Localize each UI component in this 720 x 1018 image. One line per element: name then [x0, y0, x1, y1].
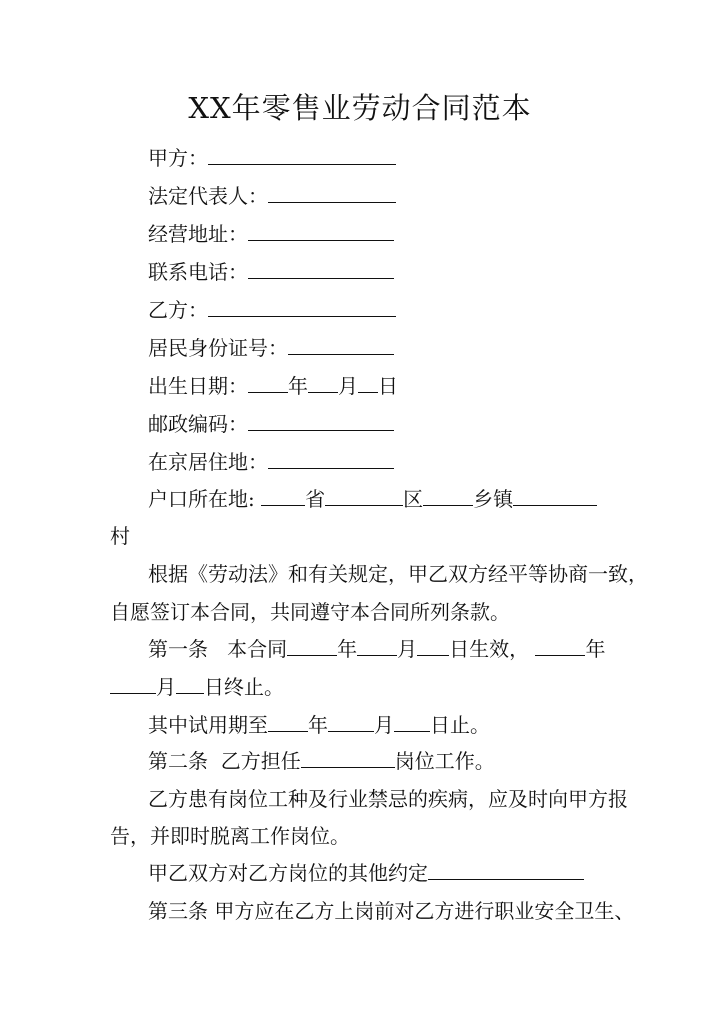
other-agreement-blank [428, 861, 584, 880]
para1-line2: 自愿签订本合同，共同遵守本合同所列条款。 [110, 600, 510, 624]
party-b-line [148, 297, 396, 323]
phone-blank [248, 260, 394, 279]
village-blank [513, 487, 597, 506]
probation-month-blank [328, 713, 374, 732]
party-a-line [148, 145, 396, 171]
birth-date-label: 出生日期： [148, 374, 248, 398]
legal-rep-blank [268, 184, 396, 203]
article1-heading: 第一条 [148, 637, 208, 661]
district-unit: 区 [403, 487, 424, 511]
beijing-address-label: 在京居住地： [148, 450, 268, 474]
legal-rep-label: 法定代表人： [148, 184, 268, 208]
postcode-line [148, 411, 394, 437]
birth-year-unit: 年 [288, 374, 308, 398]
probation-year-blank [268, 713, 308, 732]
start-month-blank [357, 637, 397, 656]
para2-line1: 乙方患有岗位工种及行业禁忌的疾病，应及时向甲方报 [148, 787, 628, 811]
start-year-unit: 年 [337, 637, 358, 661]
id-number-label: 居民身份证号： [148, 336, 288, 360]
probation-year-unit: 年 [308, 713, 328, 737]
birth-month-blank [308, 374, 338, 393]
postcode-label: 邮政编码： [148, 412, 248, 436]
party-b-label: 乙方： [148, 298, 208, 322]
start-year-blank [287, 637, 337, 656]
probation-day-blank [394, 713, 430, 732]
biz-address-blank [248, 222, 394, 241]
birth-day-blank [358, 374, 378, 393]
phone-label: 联系电话： [148, 260, 248, 284]
party-b-blank [208, 298, 396, 317]
other-agreement-line [148, 860, 584, 886]
other-agreement-label: 甲乙双方对乙方岗位的其他约定 [148, 861, 428, 885]
town-blank [423, 487, 473, 506]
document-title: XX年零售业劳动合同范本 [188, 91, 532, 125]
article2-heading: 第二条 [148, 749, 208, 773]
article1-text: 本合同 [227, 637, 288, 661]
para1-line1: 根据《劳动法》和有关规定，甲乙双方经平等协商一致， [148, 562, 648, 586]
province-unit: 省 [305, 487, 326, 511]
id-number-blank [288, 336, 394, 355]
article2-line [148, 748, 495, 774]
birth-year-blank [248, 374, 288, 393]
article3-line: 第三条 甲方应在乙方上岗前对乙方进行职业安全卫生、 [148, 899, 635, 923]
article2-text: 乙方担任 [220, 749, 301, 773]
effective-text: 日生效， [449, 637, 530, 661]
legal-rep-line [148, 183, 396, 209]
hukou-village-line [110, 523, 130, 549]
birth-month-unit: 月 [338, 374, 358, 398]
end-month-unit: 月 [156, 675, 176, 699]
probation-line [148, 712, 490, 738]
probation-end-text: 日止。 [430, 713, 490, 737]
beijing-address-blank [268, 450, 394, 469]
para2-line2: 告，并即时脱离工作岗位。 [110, 824, 350, 848]
biz-address-line [148, 221, 394, 247]
end-year-blank [535, 637, 585, 656]
province-blank [261, 487, 305, 506]
birth-day-unit: 日 [378, 374, 398, 398]
hukou-colon: : [248, 487, 255, 511]
start-day-blank [417, 637, 449, 656]
beijing-address-line [148, 449, 394, 475]
district-blank [325, 487, 403, 506]
birth-date-line [148, 373, 398, 399]
town-unit: 乡镇 [473, 487, 514, 511]
post-blank [301, 749, 395, 768]
village-unit: 村 [110, 524, 130, 548]
probation-month-unit: 月 [374, 713, 394, 737]
post-work-text: 岗位工作。 [394, 749, 495, 773]
party-a-blank [208, 146, 396, 165]
party-a-label: 甲方： [148, 146, 208, 170]
end-year-unit: 年 [585, 637, 606, 661]
end-month-blank [110, 675, 156, 694]
terminate-text: 日终止。 [204, 675, 284, 699]
start-month-unit: 月 [397, 637, 418, 661]
postcode-blank [248, 412, 394, 431]
article1-line2 [110, 674, 284, 700]
probation-label: 其中试用期至 [148, 713, 268, 737]
biz-address-label: 经营地址： [148, 222, 248, 246]
phone-line [148, 259, 394, 285]
hukou-line [148, 486, 597, 512]
article1-line1 [148, 636, 605, 662]
id-number-line [148, 335, 394, 361]
end-day-blank [176, 675, 204, 694]
hukou-label: 户口所在地 [148, 487, 248, 511]
